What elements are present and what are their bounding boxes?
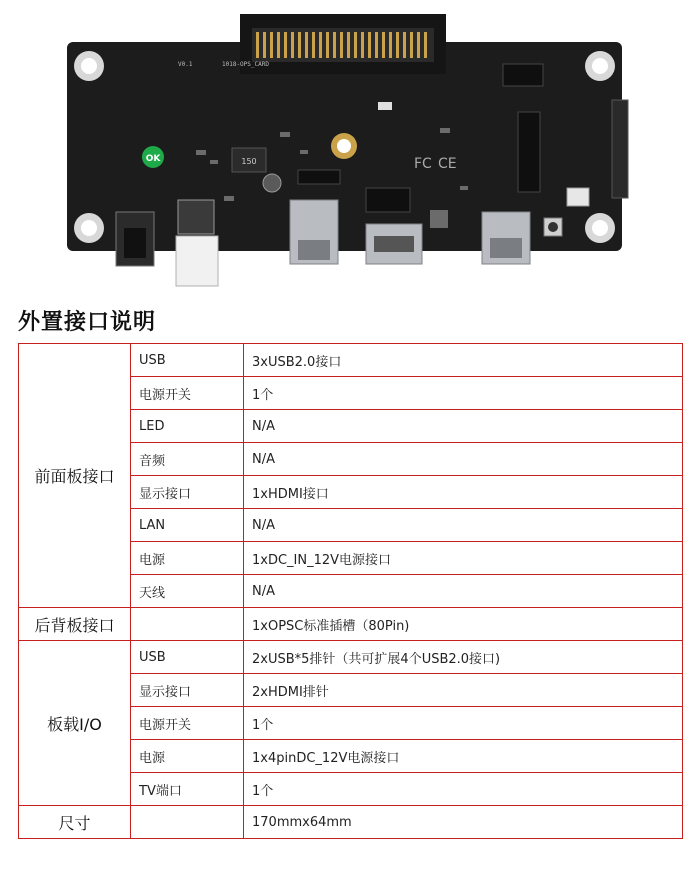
mounting-hole-mid bbox=[331, 133, 357, 159]
value-cell: 1xOPSC标准插槽（80Pin) bbox=[244, 608, 683, 641]
capacitor bbox=[263, 174, 281, 192]
pin-header-top bbox=[503, 64, 543, 86]
item-cell: TV端口 bbox=[131, 773, 244, 806]
pin-header-hdmi bbox=[298, 170, 340, 184]
item-cell: 天线 bbox=[131, 575, 244, 608]
group-label: 尺寸 bbox=[19, 806, 131, 839]
value-cell: 3xUSB2.0接口 bbox=[244, 344, 683, 377]
dc-jack bbox=[116, 212, 154, 266]
item-cell: LED bbox=[131, 410, 244, 443]
value-cell: N/A bbox=[244, 410, 683, 443]
item-cell: 电源 bbox=[131, 542, 244, 575]
mounting-hole-tr bbox=[585, 51, 615, 81]
hdmi-port bbox=[366, 224, 422, 264]
usb-port-left bbox=[290, 200, 338, 264]
table-row bbox=[19, 641, 683, 674]
value-cell: 1个 bbox=[244, 377, 683, 410]
pin-header-hdmi2 bbox=[366, 188, 410, 212]
item-cell: 电源开关 bbox=[131, 707, 244, 740]
item-cell: USB bbox=[131, 641, 244, 674]
power-4pin-connector bbox=[176, 200, 218, 286]
value-cell: N/A bbox=[244, 443, 683, 476]
mounting-hole-tl bbox=[74, 51, 104, 81]
value-cell: 1x4pinDC_12V电源接口 bbox=[244, 740, 683, 773]
silkscreen-version: V0.1 bbox=[178, 61, 193, 68]
item-cell: USB bbox=[131, 344, 244, 377]
value-cell: 2xUSB*5排针（共可扩展4个USB2.0接口) bbox=[244, 641, 683, 674]
small-chip bbox=[378, 102, 392, 110]
item-cell: LAN bbox=[131, 509, 244, 542]
value-cell: 1xDC_IN_12V电源接口 bbox=[244, 542, 683, 575]
item-cell: 音频 bbox=[131, 443, 244, 476]
pcb-board-photo bbox=[0, 0, 700, 300]
group-label: 后背板接口 bbox=[19, 608, 131, 641]
page-title: 外置接口说明 bbox=[18, 310, 157, 335]
jst-connector bbox=[567, 188, 589, 206]
inductor bbox=[232, 148, 266, 172]
item-cell bbox=[131, 806, 244, 839]
item-cell: 显示接口 bbox=[131, 476, 244, 509]
value-cell: 1xHDMI接口 bbox=[244, 476, 683, 509]
ce-mark: CE bbox=[438, 156, 457, 172]
item-cell bbox=[131, 608, 244, 641]
item-cell: 电源开关 bbox=[131, 377, 244, 410]
mounting-hole-br bbox=[585, 213, 615, 243]
item-cell: 显示接口 bbox=[131, 674, 244, 707]
ops-80pin-connector bbox=[240, 14, 446, 74]
silkscreen-name: 1018-OPS_CARD bbox=[222, 61, 269, 68]
value-cell: 1个 bbox=[244, 773, 683, 806]
table-row bbox=[19, 806, 683, 839]
table-row bbox=[19, 608, 683, 641]
pin-header-side bbox=[612, 100, 628, 198]
group-label: 板载I/O bbox=[19, 641, 131, 806]
mounting-hole-bl bbox=[74, 213, 104, 243]
item-cell: 电源 bbox=[131, 740, 244, 773]
table-row bbox=[19, 344, 683, 377]
value-cell: 2xHDMI排针 bbox=[244, 674, 683, 707]
value-cell: N/A bbox=[244, 575, 683, 608]
fcc-mark: FC bbox=[414, 156, 432, 172]
value-cell: 1个 bbox=[244, 707, 683, 740]
group-label: 前面板接口 bbox=[19, 344, 131, 608]
pin-header-usb bbox=[518, 112, 540, 192]
power-switch bbox=[544, 218, 562, 236]
value-cell: N/A bbox=[244, 509, 683, 542]
usb-port-right bbox=[482, 212, 530, 264]
interface-spec-table bbox=[18, 343, 683, 839]
ok-sticker bbox=[142, 146, 164, 168]
svg-text:150: 150 bbox=[241, 157, 257, 166]
value-cell: 170mmx64mm bbox=[244, 806, 683, 839]
svg-text:OK: OK bbox=[145, 154, 161, 164]
